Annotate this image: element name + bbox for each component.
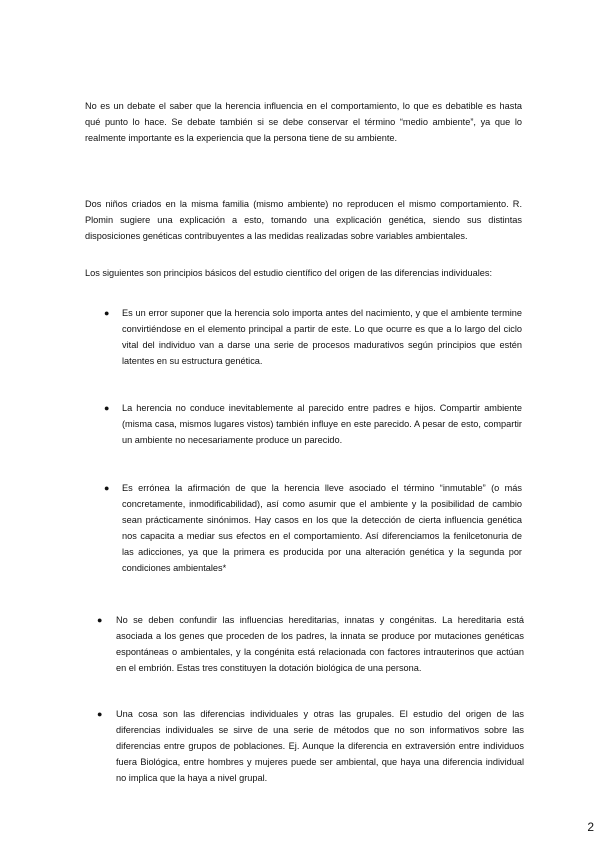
intro-paragraph-1: No es un debate el saber que la herencia influencia en el comportamiento, lo que es debatible es hasta qué punto lo hace. Se debate también si se debe conservar el término “medio ambiente”, ya que lo realmente importante es la experiencia que la persona tiene de su ambiente. <box>85 101 522 143</box>
bullet-icon: ● <box>97 709 103 719</box>
bullet-icon: ● <box>104 403 110 413</box>
principle-item: Una cosa son las diferencias individuales y otras las grupales. El estudio del origen de las diferencias individuales se sirve de una serie de métodos que no son informativos sobre las diferencias entre grupos de poblaciones. Ej. Aunque la diferencia en extraversión entre individuos fuera Biológica, entre hombres y mujeres puede ser ambiental, que haya una diferencia individual no implica que la haya a nivel grupal. <box>116 709 524 783</box>
bullet-icon: ● <box>104 483 110 493</box>
principle-item: Es un error suponer que la herencia solo importa antes del nacimiento, y que el ambiente termine convirtiéndose en el elemento principal a partir de este. Lo que ocurre es que a lo largo del ciclo vital del individuo van a darse una serie de procesos madurativos según principios que estén latentes en su estructura genética. <box>122 308 522 366</box>
page-number: 2 <box>587 820 594 834</box>
principle-item: Es errónea la afirmación de que la herencia lleve asociado el término “inmutable” (o más concretamente, inmodificabilidad), así como asumir que el ambiente y la posibilidad de cambio sean prácticamente sinónimos. Hay casos en los que la detección de cierta influencia genética nos capacita a mediar sus efectos en el comportamiento. Así diferenciamos la fenilcetonuria de las adicciones, ya que la primera es producida por una alteración genética y la segunda por condiciones ambientales* <box>122 483 522 573</box>
bullet-icon: ● <box>97 615 103 625</box>
principle-item: No se deben confundir las influencias hereditarias, innatas y congénitas. La hereditaria está asociada a los genes que proceden de los padres, la innata se produce por mutaciones genéticas espontáneas o ambientales, y la congénita está relacionada con factores intrauterinos que actúan en el embrión. Estas tres constituyen la dotación biológica de una persona. <box>116 615 524 673</box>
bullet-icon: ● <box>104 308 110 318</box>
principles-intro: Los siguientes son principios básicos del estudio científico del origen de las diferencias individuales: <box>85 268 493 278</box>
intro-paragraph-2: Dos niños criados en la misma familia (mismo ambiente) no reproducen el mismo comportamiento. R. Plomin sugiere una explicación a esto, tomando una explicación genética, siendo sus distintas disposiciones genéticas contribuyentes a las medidas realizadas sobre variables ambientales. <box>85 199 522 241</box>
principle-item: La herencia no conduce inevitablemente al parecido entre padres e hijos. Compartir ambiente (misma casa, mismos lugares vistos) también influye en este parecido. A pesar de esto, compartir un ambiente no necesariamente produce un parecido. <box>122 403 522 445</box>
